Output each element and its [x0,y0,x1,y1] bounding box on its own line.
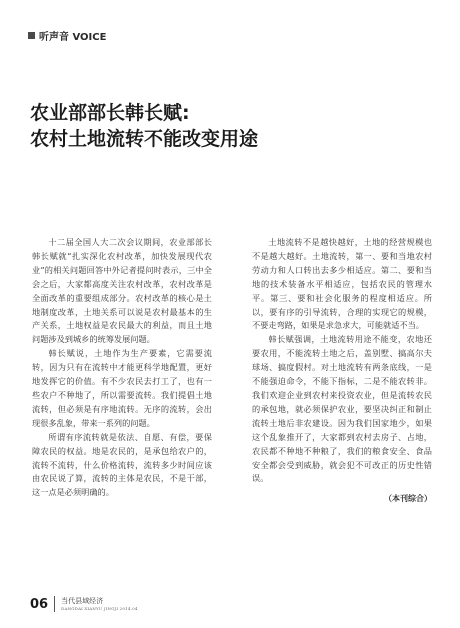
section-square-icon [28,32,35,39]
page-footer [30,596,138,612]
paragraph: 十二届全国人大二次会议期间，农业部部长韩长赋就“扎实深化农村改革，加快发展现代农业”的相关问题回答中外记者提问时表示，三中全会之后，大家都高度关注农村改革，农村改革是全面改革的重要组成部分。农村改革的核心是土地制度改革，土地关系可以说是农村最基本的生产关系，土地权益是农民最大的利益，而且土地问题涉及到城乡的统筹发展问题。 [32,237,212,345]
section-label: 听声音 VOICE [39,32,107,43]
paragraph: 韩长赋强调，土地流转用途不能变，农地还要农用，不能流转土地之后，盖别墅、搞高尔夫球场、搞度假村。对土地流转有两条底线，一是不能强迫命令，不能下指标，二是不能农转非。我们欢迎企业到农村来投资农业，但是流转农民的承包地，就必须保护农业，要坚决纠正和制止流转土地后非农建设。因为我们国家地少，如果这个乱象推开了，大家都到农村去房子、占地，农民都不种地不种粮了，我们的粮食安全、食品安全都会受到威胁，就会犯不可改正的历史性错误。 [252,334,432,484]
article-source: （本刊综合） [384,494,432,504]
footer-divider [54,596,55,612]
paragraph: 韩长赋说，土地作为生产要素，它需要流转，因为只有在流转中才能更科学地配置，更好地发挥它的价值。有不少农民去打工了，也有一些农户不种地了，所以需要流转。我们提倡土地流转，但必须是有序地流转。无序的流转，会出现很多乱象，带来一系列的问题。 [32,348,212,428]
paragraph: 土地流转不是越快越好，土地的经营规模也不是越大越好。土地流转，第一、要和当地农村劳动力和人口转出去多少相适应。第二、要和当地的技术装备水平相适应，包括农民的管理水平。第三、要和社会化服务的程度相适应。所以，要有序的引导流转，合理的实现它的规模，不要走弯路，如果是求急求大，可能就适不当。 [252,237,432,331]
section-header [28,28,106,43]
magazine-name: 当代县域经济 [61,596,104,605]
article-column-right [252,236,432,506]
magazine-info [61,597,138,612]
headline-line-1: 农业部部长韩长赋: [30,102,190,124]
article-column-left [32,236,212,500]
paragraph: 所谓有序流转就是依法、自愿、有偿，要保障农民的权益。地是农民的，是承包给农户的，流转不流转，什么价格流转，流转多少时间应该由农民说了算，流转的主体是农民，不是干部，这一点是必须明确的。 [32,431,212,498]
magazine-subtitle: DANGDAI XIANYU JINGJI 2014.04 [61,605,138,611]
headline-line-2: 农村土地流转不能改变用途 [30,128,259,150]
page-number: 06 [30,596,49,612]
article-headline [30,100,430,152]
